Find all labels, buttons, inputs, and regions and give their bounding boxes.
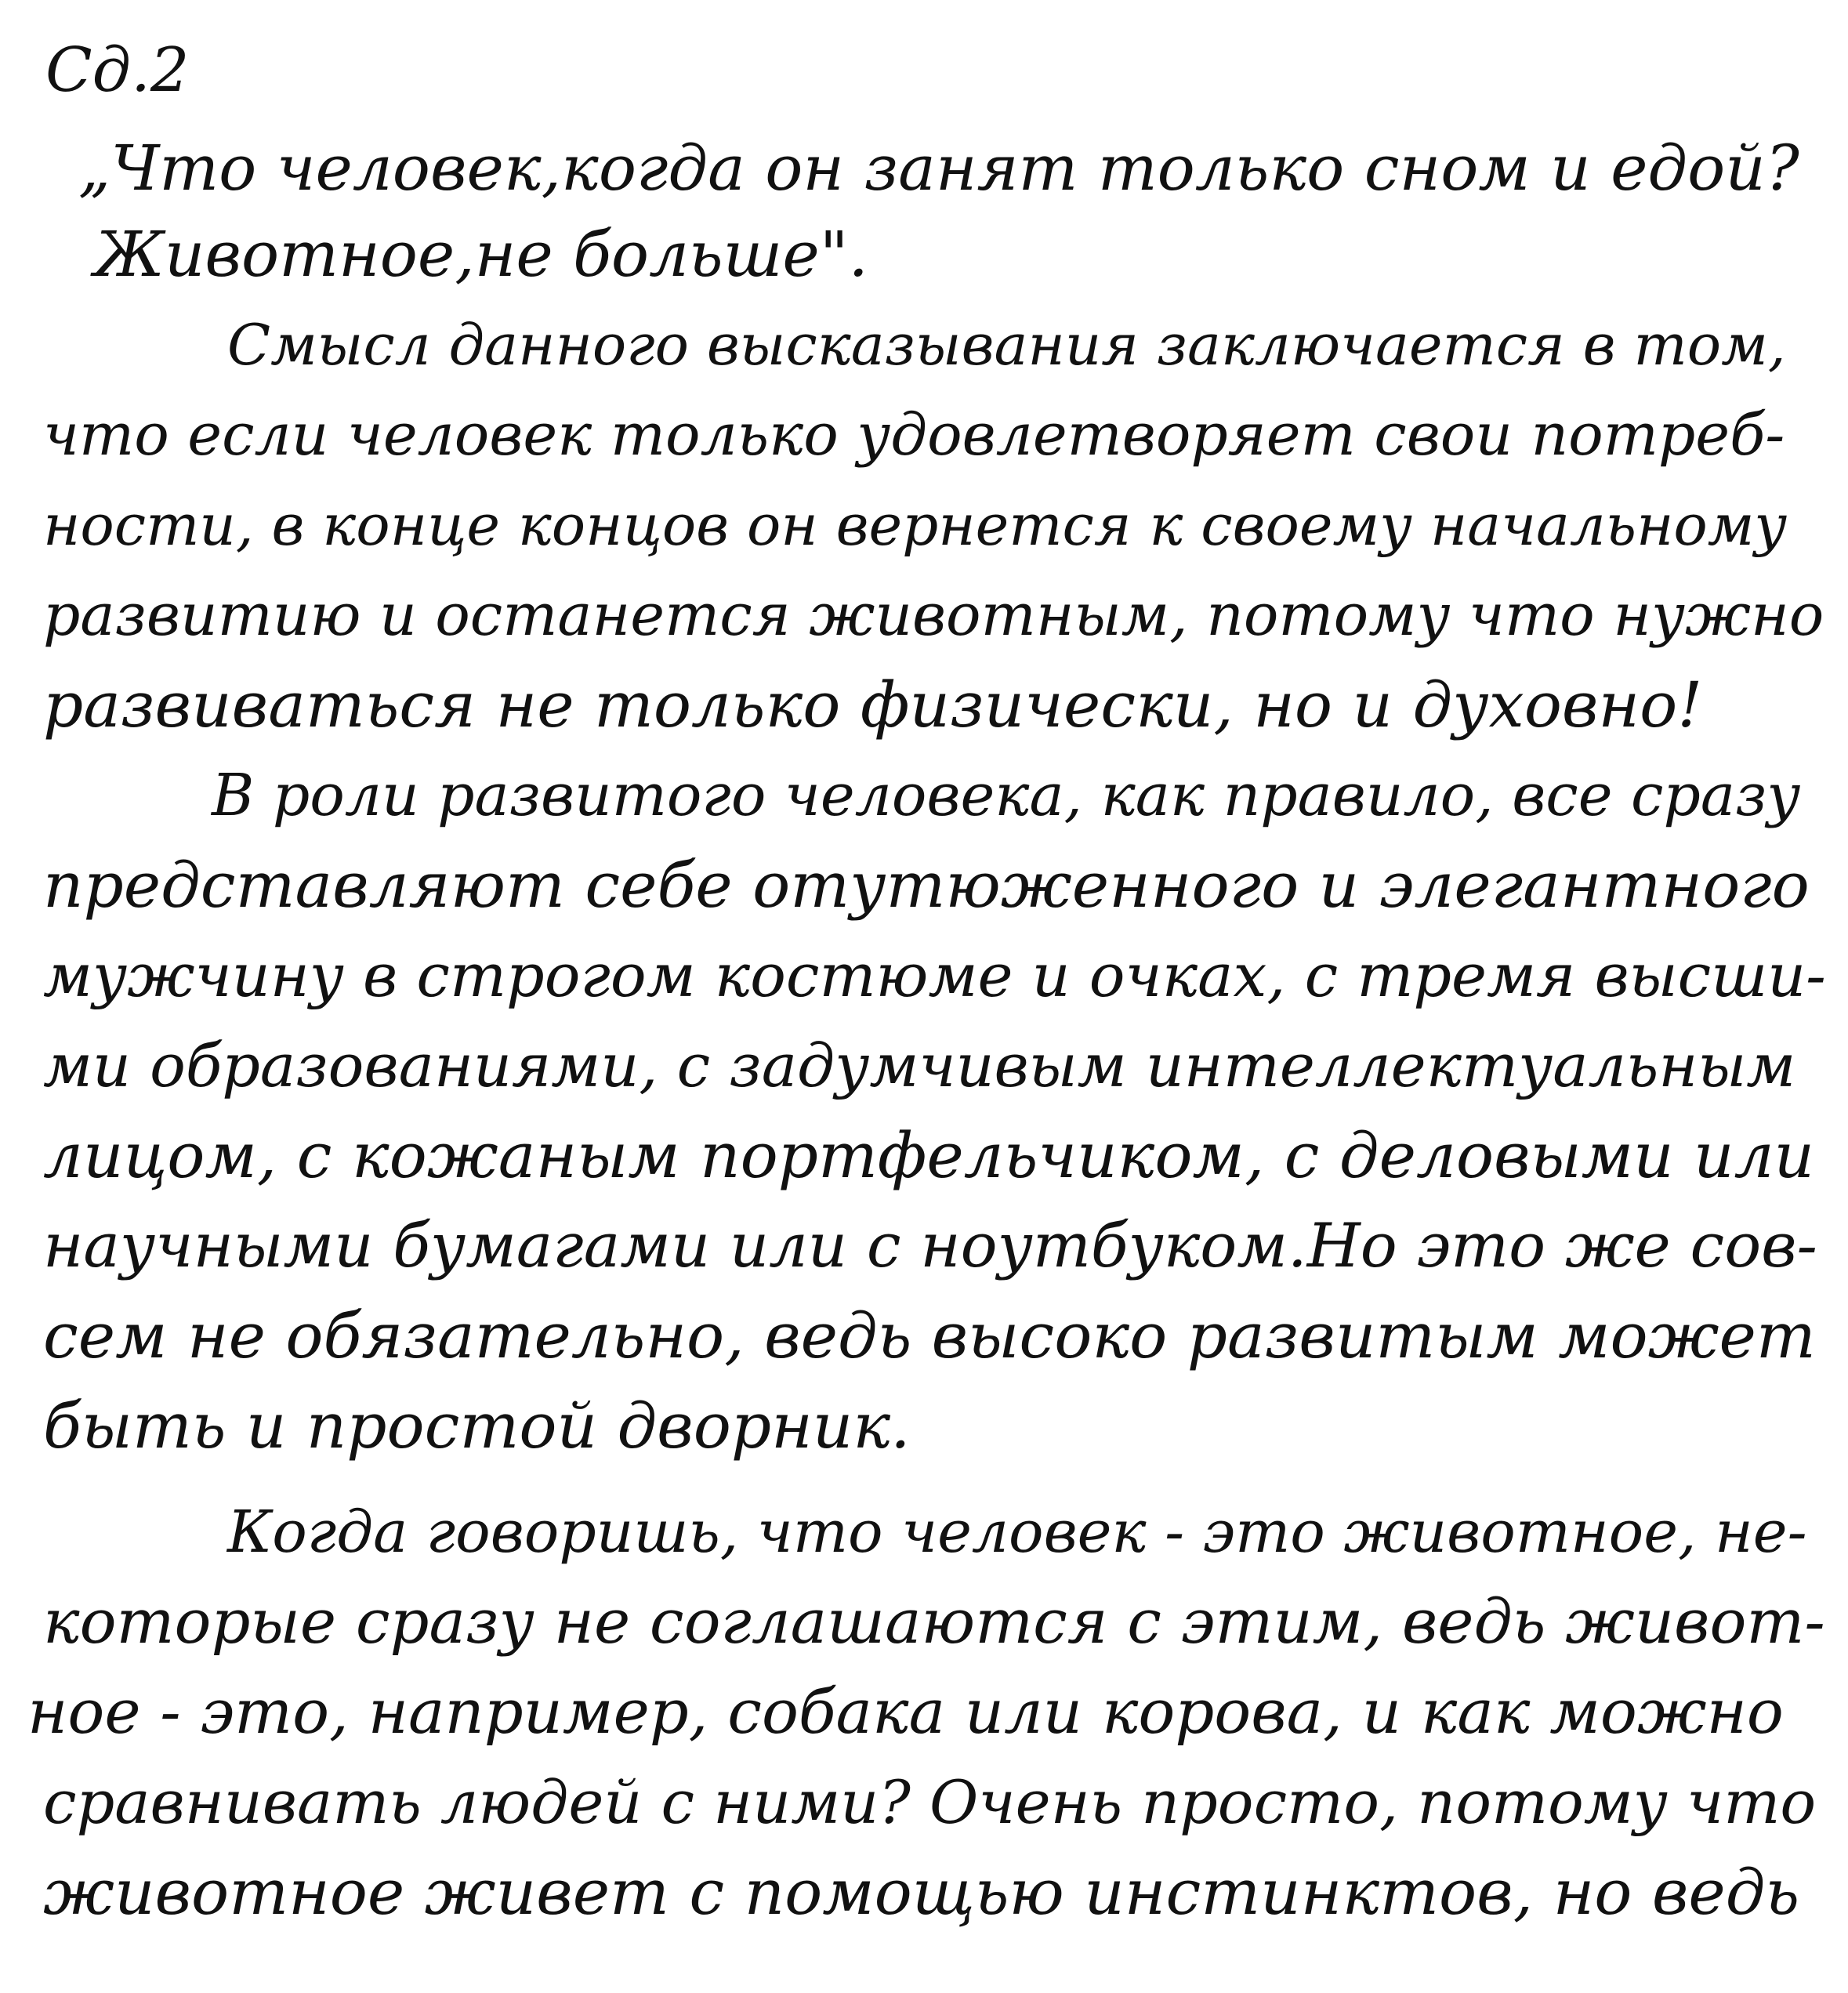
text-line-1: „Что человек,когда он занят только сном и едой? bbox=[78, 132, 1799, 205]
text-line-11: ми образованиями, с задумчивым интеллектуальным bbox=[43, 1031, 1796, 1100]
text-line-15: быть и простой дворник. bbox=[43, 1390, 911, 1462]
text-line-8: В роли развитого человека, как правило, все сразу bbox=[212, 762, 1801, 829]
page-header-label: Сд.2 bbox=[45, 35, 190, 106]
text-line-7: развиваться не только физически, но и духовно! bbox=[43, 669, 1703, 741]
text-line-14: сем не обязательно, ведь высоко развитым может bbox=[43, 1299, 1816, 1372]
text-line-16: Когда говоришь, что человек - это животное, не- bbox=[227, 1498, 1807, 1566]
text-line-9: представляют себе отутюженного и элегантного bbox=[43, 849, 1810, 922]
text-line-19: сравнивать людей с ними? Очень просто, потому что bbox=[43, 1767, 1817, 1837]
text-line-10: мужчину в строгом костюме и очках, с тремя высши- bbox=[43, 940, 1826, 1010]
text-line-13: научными бумагами или с ноутбуком.Но это же сов- bbox=[43, 1211, 1817, 1281]
text-line-6: развитию и останется животным, потому что нужно bbox=[43, 582, 1824, 649]
text-line-5: ности, в конце концов он вернется к своему начальному bbox=[43, 492, 1788, 558]
text-line-2: Животное,не больше". bbox=[94, 218, 868, 291]
text-line-20: животное живет с помощью инстинктов, но ведь bbox=[43, 1856, 1800, 1929]
text-line-12: лицом, с кожаным портфельчиком, с деловыми или bbox=[43, 1119, 1815, 1192]
text-line-18: ное - это, например, собака или корова, и как можно bbox=[27, 1677, 1784, 1748]
text-line-4: что если человек только удовлетворяет свои потреб- bbox=[43, 401, 1785, 469]
text-line-17: которые сразу не соглашаются с этим, ведь живот- bbox=[43, 1587, 1825, 1658]
text-line-3: Смысл данного высказывания заключается в том, bbox=[227, 312, 1786, 378]
